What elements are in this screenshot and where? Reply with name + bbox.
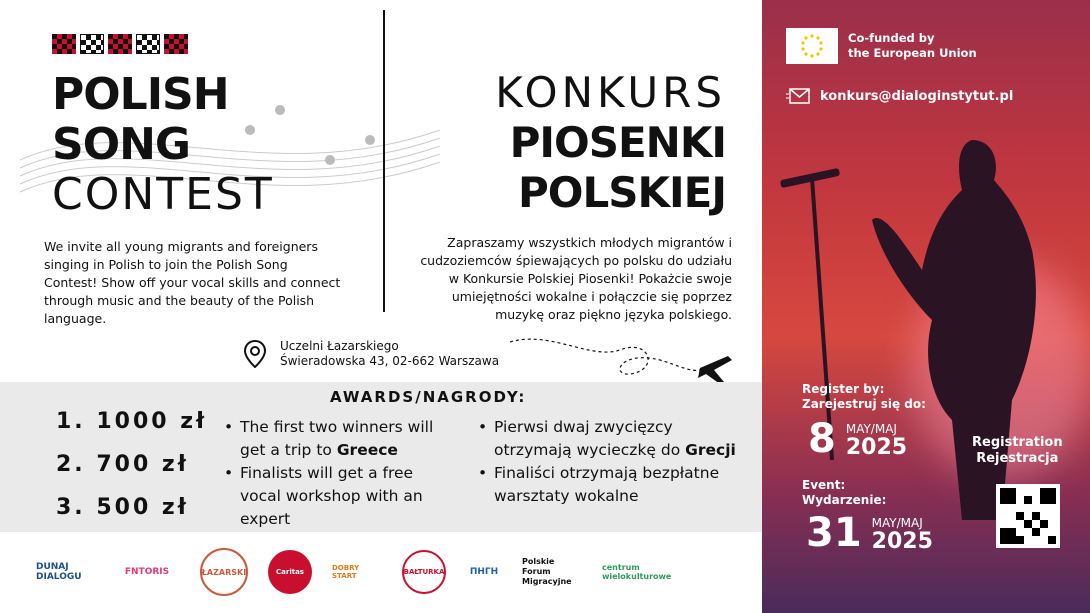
award-pl-1: • Pierwsi dwaj zwycięzcy otrzymają wycieczkę do Grecji	[478, 416, 738, 462]
email-row	[786, 88, 1013, 104]
title-pl-line2: PIOSENKI	[509, 118, 726, 167]
partner-logo: Caritas	[268, 550, 312, 594]
divider	[383, 10, 385, 312]
awards-list-en	[224, 416, 454, 531]
register-by-pl: Zarejestruj się do:	[802, 397, 926, 411]
award-en-2: • Finalists will get a free vocal workshop with an expert	[224, 462, 454, 531]
partner-logo: DUNAJ DIALOGU	[36, 562, 82, 582]
partner-logo: DOBRY START	[332, 564, 360, 580]
eu-line2: the European Union	[848, 46, 977, 60]
event-pl: Wydarzenie:	[802, 493, 887, 507]
location-line2: Świeradowska 43, 02-662 Warszawa	[280, 354, 500, 368]
description-pl: Zapraszamy wszystkich młodych migrantów i cudzoziemców śpiewających po polsku do udziału w Konkursie Polskiej Piosenki! Pokażcie swoje umiejętności wokalne i połączcie się poprzez muzykę oraz piękno języka polskiego.	[420, 235, 732, 322]
partner-logo: Polskie Forum Migracyjne	[522, 557, 572, 586]
location-pin-icon	[244, 340, 266, 368]
description-en: We invite all young migrants and foreigners singing in Polish to join the Polish Song Contest! Show off your vocal skills and connect through music and the beauty of the Polish language.	[44, 239, 341, 326]
award-en-1: • The first two winners will get a trip to Greece	[224, 416, 454, 462]
prize-1: 1. 1000 zł	[56, 409, 208, 434]
prize-3: 3. 500 zł	[56, 495, 189, 520]
registration-en: Registration	[972, 435, 1063, 450]
prizes-list	[56, 400, 207, 529]
title-pl	[495, 68, 726, 218]
awards-list-pl	[478, 416, 738, 508]
register-month: MAY/MAJ	[845, 422, 897, 436]
register-date	[808, 418, 907, 460]
register-day: 8	[808, 416, 836, 462]
logo	[52, 34, 188, 54]
side-panel	[762, 0, 1090, 613]
qr-code[interactable]	[996, 484, 1060, 548]
event-month: MAY/MAJ	[871, 516, 923, 530]
event-day: 31	[806, 510, 862, 556]
eu-badge	[786, 28, 977, 64]
register-by-label	[802, 382, 926, 412]
partner-logo: BAŁTURKA	[402, 550, 446, 594]
title-pl-line3: POLSKIEJ	[518, 168, 726, 217]
awards-section	[0, 382, 762, 532]
airplane-icon	[510, 330, 735, 390]
registration-pl: Rejestracja	[976, 451, 1059, 466]
partner-logo: centrum wielokulturowe	[602, 563, 672, 581]
register-year: 2025	[845, 435, 908, 460]
location	[244, 339, 499, 369]
title-en-line3: CONTEST	[52, 169, 274, 220]
award-pl-2: • Finaliści otrzymają bezpłatne warsztaty wokalne	[478, 462, 738, 508]
eu-line1: Co-funded by	[848, 31, 935, 45]
register-by-en: Register by:	[802, 382, 885, 396]
title-en-line1: POLISH	[52, 69, 229, 120]
eu-flag-icon	[786, 28, 838, 64]
mail-icon	[786, 88, 810, 104]
partner-logo: ПНГН	[469, 567, 499, 577]
partner-logos	[36, 548, 698, 596]
prize-2: 2. 700 zł	[56, 452, 189, 477]
email-link[interactable]: konkurs@dialoginstytut.pl	[820, 88, 1014, 104]
event-label	[802, 478, 886, 508]
event-en: Event:	[802, 478, 846, 492]
title-pl-line1: KONKURS	[495, 68, 726, 117]
title-en	[52, 70, 274, 220]
registration-label	[972, 435, 1063, 467]
event-year: 2025	[871, 529, 933, 554]
title-en-line2: SONG	[52, 119, 191, 170]
partner-logo: ŁAZARSKI	[200, 548, 248, 596]
partner-logo: FNTORIS	[124, 567, 170, 577]
event-date	[806, 512, 933, 554]
location-line1: Uczelni Łazarskiego	[280, 339, 399, 353]
awards-heading: AWARDS/NAGRODY:	[330, 388, 527, 406]
